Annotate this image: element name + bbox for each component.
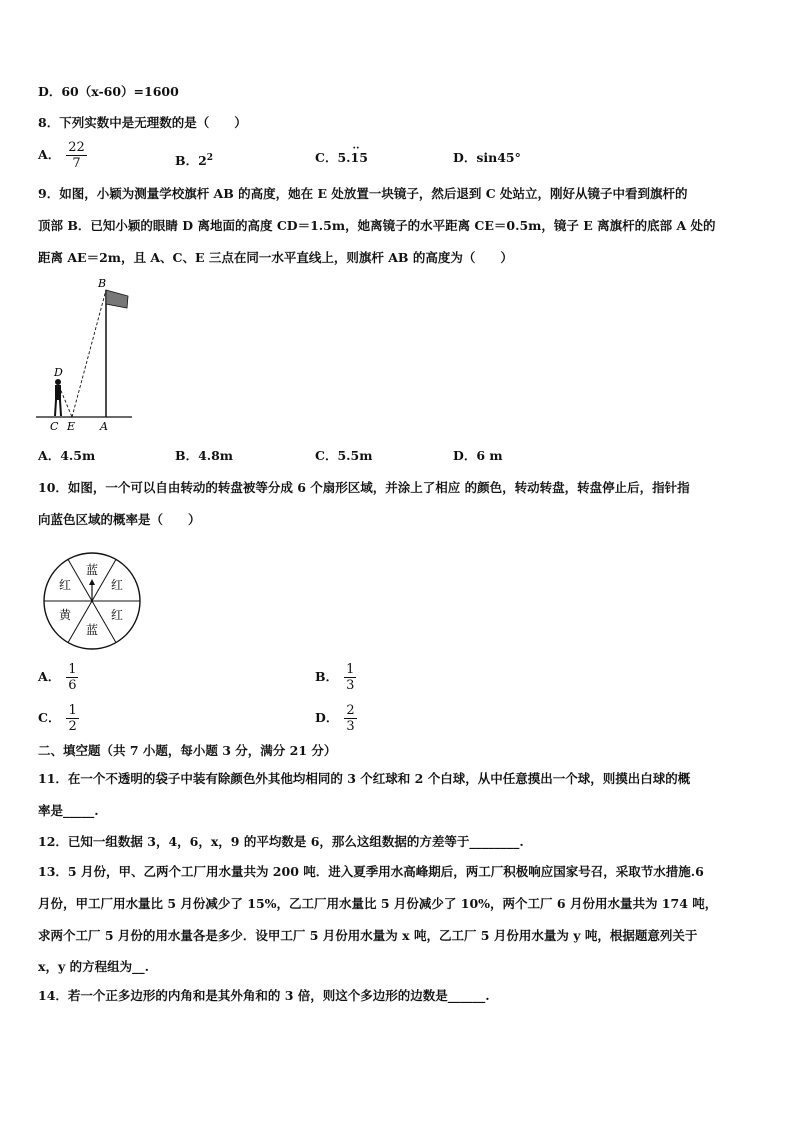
- q9-line-3: 距离 AE＝2m，且 A、C、E 三点在同一水平直线上，则旗杆 AB 的高度为（ ）: [38, 250, 513, 265]
- q10-option-d-fraction: [344, 703, 356, 734]
- q10-option-d-label: D．: [315, 710, 339, 725]
- q10-option-c-numerator: 1: [68, 703, 77, 718]
- q9-option-d: D．6 m: [453, 448, 503, 463]
- q13-line-4: x，y 的方程组为__.: [38, 959, 149, 974]
- q9-option-a: A．4.5m: [38, 448, 96, 463]
- q8-option-c: [315, 150, 368, 166]
- q8-option-d: D．sin45°: [453, 150, 521, 165]
- q10-option-a-denominator: 6: [68, 678, 77, 693]
- q14-line-1: 14．若一个正多边形的内角和是其外角和的 3 倍，则这个多边形的边数是______.: [38, 988, 490, 1003]
- q10-line-2: 向蓝色区域的概率是（ ）: [38, 512, 201, 527]
- q8-option-c-label: C．5.: [315, 150, 351, 165]
- q8-option-a-numerator: 22: [68, 140, 85, 155]
- q8-option-b-exponent: 2: [206, 153, 214, 163]
- q10-option-b-denominator: 3: [346, 678, 355, 693]
- sector-upper-left: 红: [58, 578, 72, 592]
- sector-lower-left: 黄: [58, 608, 72, 622]
- label-a: A: [100, 420, 108, 433]
- q9-line-1: 9．如图，小颖为测量学校旗杆 AB 的高度，她在 E 处放置一块镜子，然后退到 C 处站立，刚好从镜子中看到旗杆的: [38, 186, 688, 201]
- q9-line-2: 顶部 B．已知小颖的眼睛 D 离地面的高度 CD＝1.5m，她离镜子的水平距离 CE＝0.5m，镜子 E 离旗杆的底部 A 处的: [38, 218, 716, 233]
- q9-option-c: C．5.5m: [315, 448, 373, 463]
- q10-option-d: [315, 703, 357, 734]
- q10-option-c-label: C．: [38, 710, 61, 725]
- q8-option-b-label: B．2: [175, 153, 207, 169]
- q13-line-3: 求两个工厂 5 月份的用水量各是多少．设甲工厂 5 月份用水量为 x 吨，乙工厂 5 月份用水量为 y 吨，根据题意列关于: [38, 928, 698, 943]
- light-path-eb: [72, 290, 106, 417]
- q10-option-c-denominator: 2: [68, 719, 77, 734]
- q9-option-b: B．4.8m: [175, 448, 234, 463]
- q10-option-d-numerator: 2: [346, 703, 355, 718]
- q8-option-a: [38, 140, 87, 171]
- q13-line-2: 月份，甲工厂用水量比 5 月份减少了 15%，乙工厂用水量比 5 月份减少了 10%，两个工厂 6 月份用水量共为 174 吨，: [38, 896, 718, 911]
- sector-lower-right: 红: [110, 608, 124, 622]
- q11-line-2: 率是_____.: [38, 803, 99, 818]
- q8-option-a-label: A．: [38, 147, 61, 162]
- section-2-heading: 二、填空题（共 7 小题，每小题 3 分，满分 21 分）: [38, 743, 337, 758]
- q8-option-a-denominator: 7: [72, 156, 81, 171]
- sector-top: 蓝: [85, 563, 99, 577]
- sector-bottom: 蓝: [85, 623, 99, 637]
- label-c: C: [50, 420, 59, 433]
- q11-line-1: 11．在一个不透明的袋子中装有除颜色外其他均相同的 3 个红球和 2 个白球，从中任意摸出一个球，则摸出白球的概: [38, 771, 691, 786]
- q10-spinner-figure: [40, 549, 144, 653]
- q8-option-b: [175, 150, 213, 169]
- q8-stem: 8．下列实数中是无理数的是（ ）: [38, 115, 247, 130]
- flag: [106, 290, 128, 308]
- q10-option-d-denominator: 3: [346, 719, 355, 734]
- q10-option-a: [38, 662, 78, 693]
- q12-line-1: 12．已知一组数据 3，4，6，x，9 的平均数是 6，那么这组数据的方差等于________.: [38, 834, 524, 849]
- q8-option-a-fraction: [66, 140, 87, 171]
- label-e: E: [67, 420, 76, 433]
- q10-option-b-numerator: 1: [346, 662, 355, 677]
- q10-line-1: 10．如图，一个可以自由转动的转盘被等分成 6 个扇形区域，并涂上了相应 的颜色，转动转盘，转盘停止后，指针指: [38, 480, 690, 495]
- q10-option-a-numerator: 1: [68, 662, 77, 677]
- person-icon: [55, 379, 61, 416]
- sector-upper-right: 红: [110, 578, 124, 592]
- q9-flagpole-figure: [30, 274, 140, 434]
- q7-option-d: D．60（x-60）=1600: [38, 84, 179, 99]
- q10-option-b-label: B．: [315, 669, 339, 684]
- q10-option-b: [315, 662, 356, 693]
- q10-option-c: [38, 703, 79, 734]
- label-b: B: [98, 277, 107, 290]
- q10-option-a-label: A．: [38, 669, 61, 684]
- q10-option-b-fraction: [344, 662, 356, 693]
- q13-line-1: 13．5 月份，甲、乙两个工厂用水量共为 200 吨．进入夏季用水高峰期后，两工厂积极响应国家号召，采取节水措施.6: [38, 864, 704, 879]
- q10-option-c-fraction: [66, 703, 78, 734]
- q10-option-a-fraction: [66, 662, 78, 693]
- q8-option-c-repeating-digits: ·· 15: [351, 150, 368, 165]
- label-d: D: [54, 366, 63, 379]
